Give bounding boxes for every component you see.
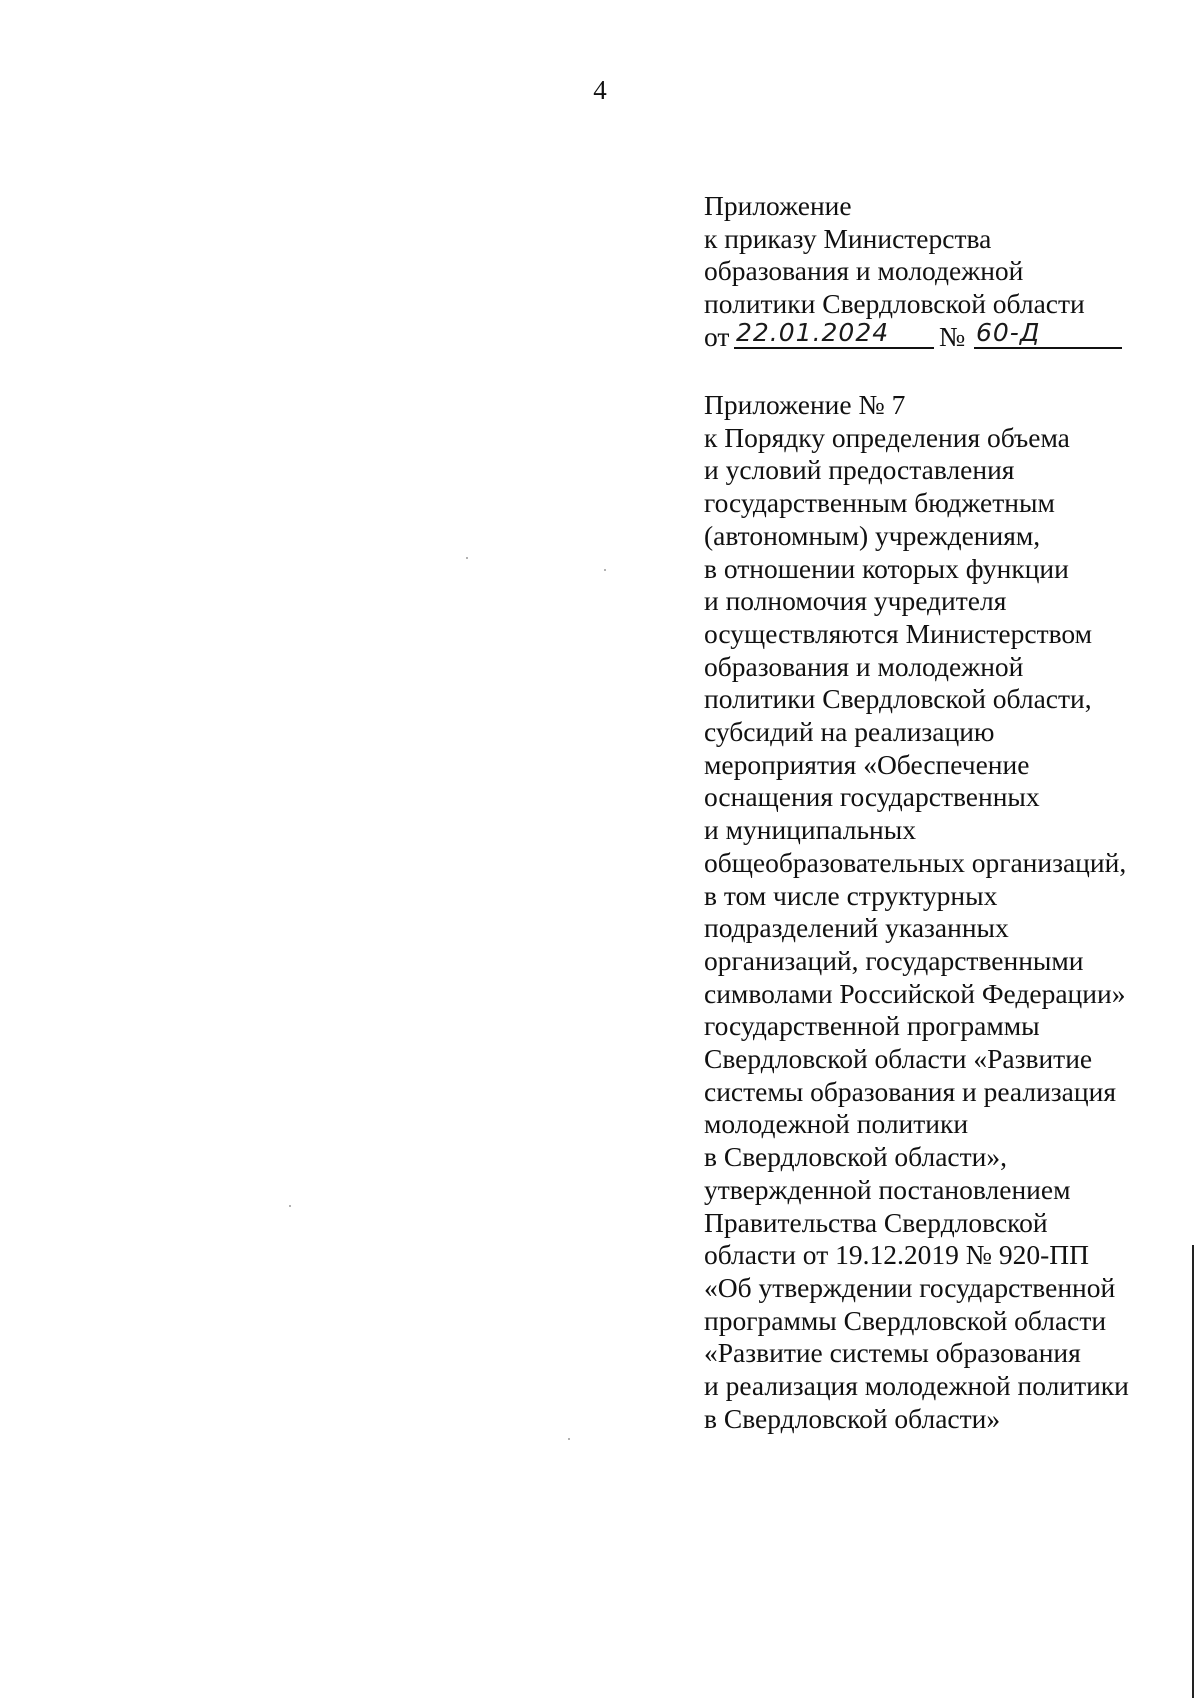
appendix-line: «Развитие системы образования bbox=[704, 1337, 1081, 1369]
scan-speck bbox=[289, 1205, 291, 1207]
appendix-line: субсидий на реализацию bbox=[704, 716, 995, 748]
order-attachment-line: к приказу Министерства bbox=[704, 222, 992, 254]
appendix-line: оснащения государственных bbox=[704, 781, 1040, 813]
scan-speck bbox=[466, 557, 468, 559]
appendix-line: и муниципальных bbox=[704, 814, 916, 846]
appendix-line: «Об утверждении государственной bbox=[704, 1271, 1116, 1303]
appendix-line: подразделений указанных bbox=[704, 912, 1009, 944]
appendix-line: утвержденной постановлением bbox=[704, 1173, 1071, 1205]
scan-speck bbox=[604, 569, 606, 571]
appendix-line: Свердловской области «Развитие bbox=[704, 1043, 1093, 1075]
appendix-line: Правительства Свердловской bbox=[704, 1206, 1048, 1238]
order-attachment-line: образования и молодежной bbox=[704, 255, 1024, 287]
appendix-line: политики Свердловской области, bbox=[704, 683, 1092, 715]
appendix-line: (автономным) учреждениям, bbox=[704, 519, 1041, 551]
order-attachment-block bbox=[704, 190, 1085, 354]
appendix-line: образования и молодежной bbox=[704, 650, 1024, 682]
appendix-line: в отношении которых функции bbox=[704, 552, 1069, 584]
scan-speck bbox=[568, 1438, 570, 1440]
order-attachment-line: Приложение bbox=[704, 190, 852, 221]
appendix-line: мероприятия «Обеспечение bbox=[704, 748, 1030, 780]
appendix-line: и полномочия учредителя bbox=[704, 585, 1007, 617]
appendix-line: системы образования и реализация bbox=[704, 1075, 1116, 1107]
appendix-line: осуществляются Министерством bbox=[704, 617, 1093, 649]
appendix-line: Приложение № 7 bbox=[704, 389, 906, 420]
page-number: 4 bbox=[593, 75, 607, 105]
appendix-block bbox=[704, 389, 1129, 1436]
appendix-line: молодежной политики bbox=[704, 1108, 969, 1140]
appendix-line: организаций, государственными bbox=[704, 944, 1084, 976]
appendix-line: и условий предоставления bbox=[704, 454, 1015, 486]
appendix-line: в Свердловской области» bbox=[704, 1402, 1001, 1434]
appendix-line: символами Российской Федерации» bbox=[704, 977, 1126, 1009]
appendix-line: к Порядку определения объема bbox=[704, 421, 1070, 453]
appendix-line: области от 19.12.2019 № 920-ПП bbox=[704, 1239, 1089, 1271]
appendix-line: в том числе структурных bbox=[704, 879, 998, 911]
order-date-number-row bbox=[704, 317, 1085, 354]
appendix-line: в Свердловской области», bbox=[704, 1141, 1007, 1173]
number-label: № bbox=[939, 320, 966, 352]
appendix-line: государственной программы bbox=[704, 1010, 1040, 1042]
appendix-line: общеобразовательных организаций, bbox=[704, 846, 1127, 878]
handwritten-date: 22.01.2024 bbox=[734, 315, 934, 349]
scan-edge-line bbox=[1192, 1245, 1194, 1698]
appendix-line: программы Свердловской области bbox=[704, 1304, 1107, 1336]
date-label: от bbox=[704, 320, 730, 352]
handwritten-order-number: 60-Д bbox=[974, 315, 1122, 349]
appendix-line: и реализация молодежной политики bbox=[704, 1370, 1129, 1402]
appendix-line: государственным бюджетным bbox=[704, 487, 1055, 519]
order-attachment-line: политики Свердловской области bbox=[704, 288, 1085, 320]
